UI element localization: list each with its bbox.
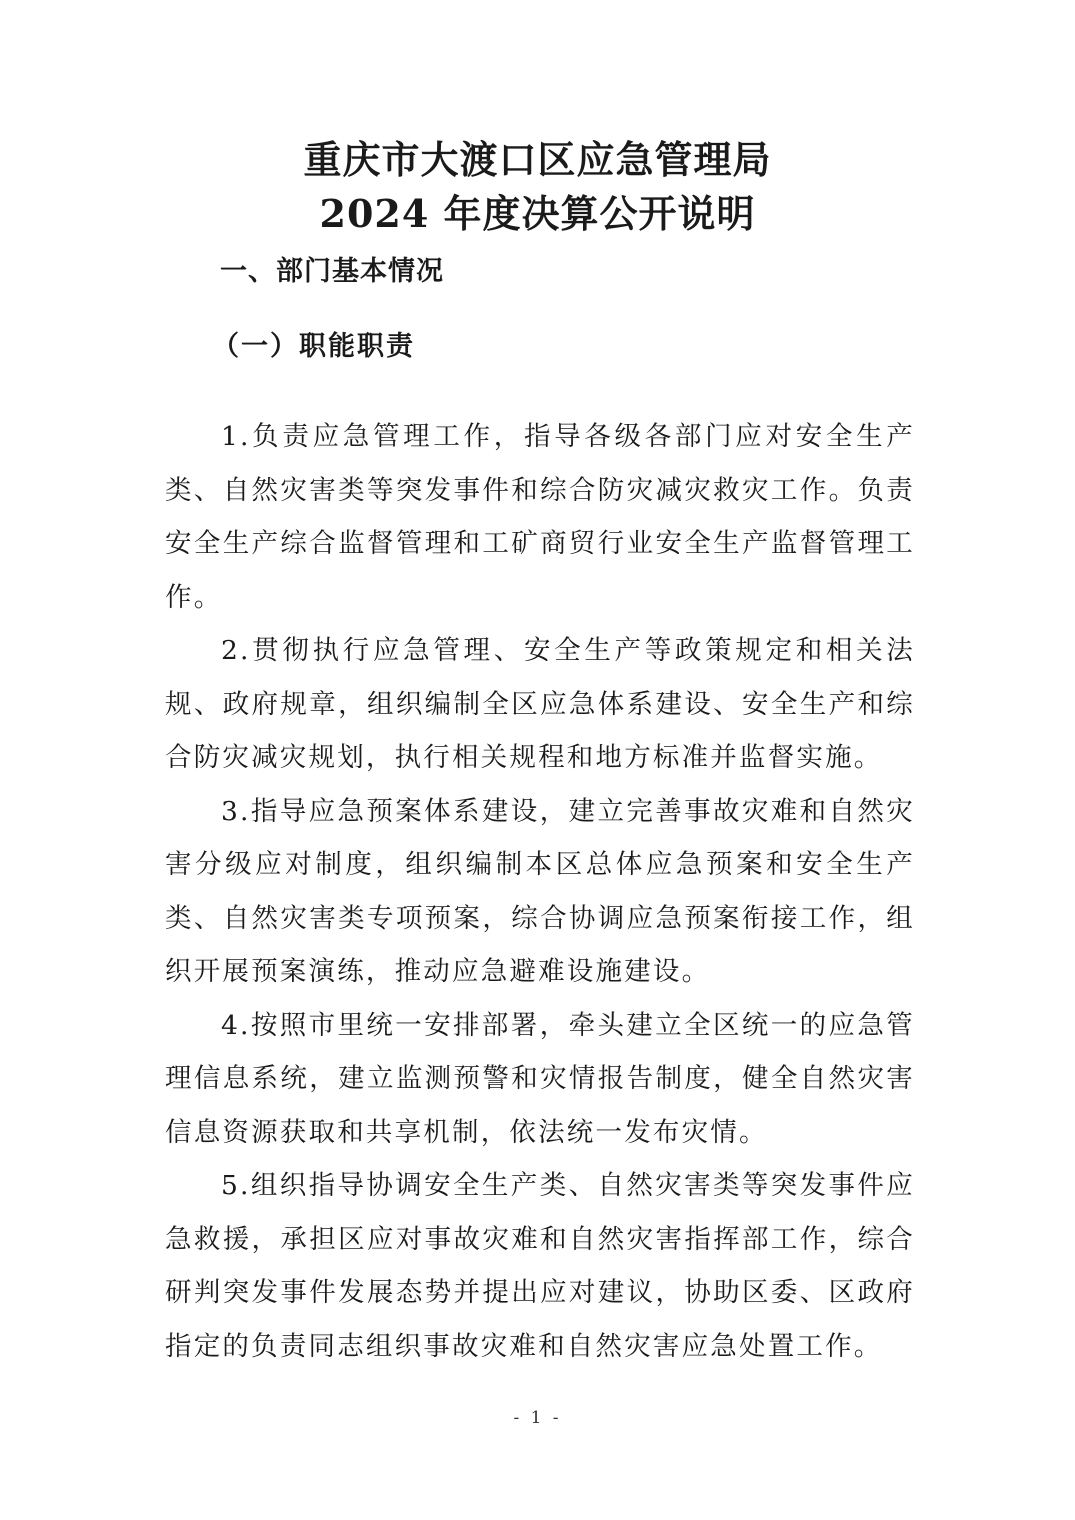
paragraph-1: 1.负责应急管理工作，指导各级各部门应对安全生产类、自然灾害类等突发事件和综合防灾减灾救灾工作。负责安全生产综合监督管理和工矿商贸行业安全生产监督管理工作。 [165,421,915,613]
paragraph-5: 5.组织指导协调安全生产类、自然灾害类等突发事件应急救援，承担区应对事故灾难和自然灾害指挥部工作，综合研判突发事件发展态势并提出应对建议，协助区委、区政府指定的负责同志组织事故灾难和自然灾害应急处置工作。 [165,1170,915,1362]
document-body [165,410,915,1373]
document-title: 重庆市大渡口区应急管理局 [303,137,772,182]
page-number: - 1 - [513,1408,562,1428]
subsection-heading: （一）职能职责 [212,331,415,362]
section-heading: 一、部门基本情况 [220,256,444,287]
paragraph-4: 4.按照市里统一安排部署，牵头建立全区统一的应急管理信息系统，建立监测预警和灾情报告制度，健全自然灾害信息资源获取和共享机制，依法统一发布灾情。 [165,1009,915,1148]
document-subtitle: 2024 年度决算公开说明 [319,191,756,236]
paragraph-3: 3.指导应急预案体系建设，建立完善事故灾难和自然灾害分级应对制度，组织编制本区总体应急预案和安全生产类、自然灾害类专项预案，综合协调应急预案衔接工作，组织开展预案演练，推动应急避难设施建设。 [165,795,915,987]
paragraph-2: 2.贯彻执行应急管理、安全生产等政策规定和相关法规、政府规章，组织编制全区应急体系建设、安全生产和综合防灾减灾规划，执行相关规程和地方标准并监督实施。 [165,635,915,773]
